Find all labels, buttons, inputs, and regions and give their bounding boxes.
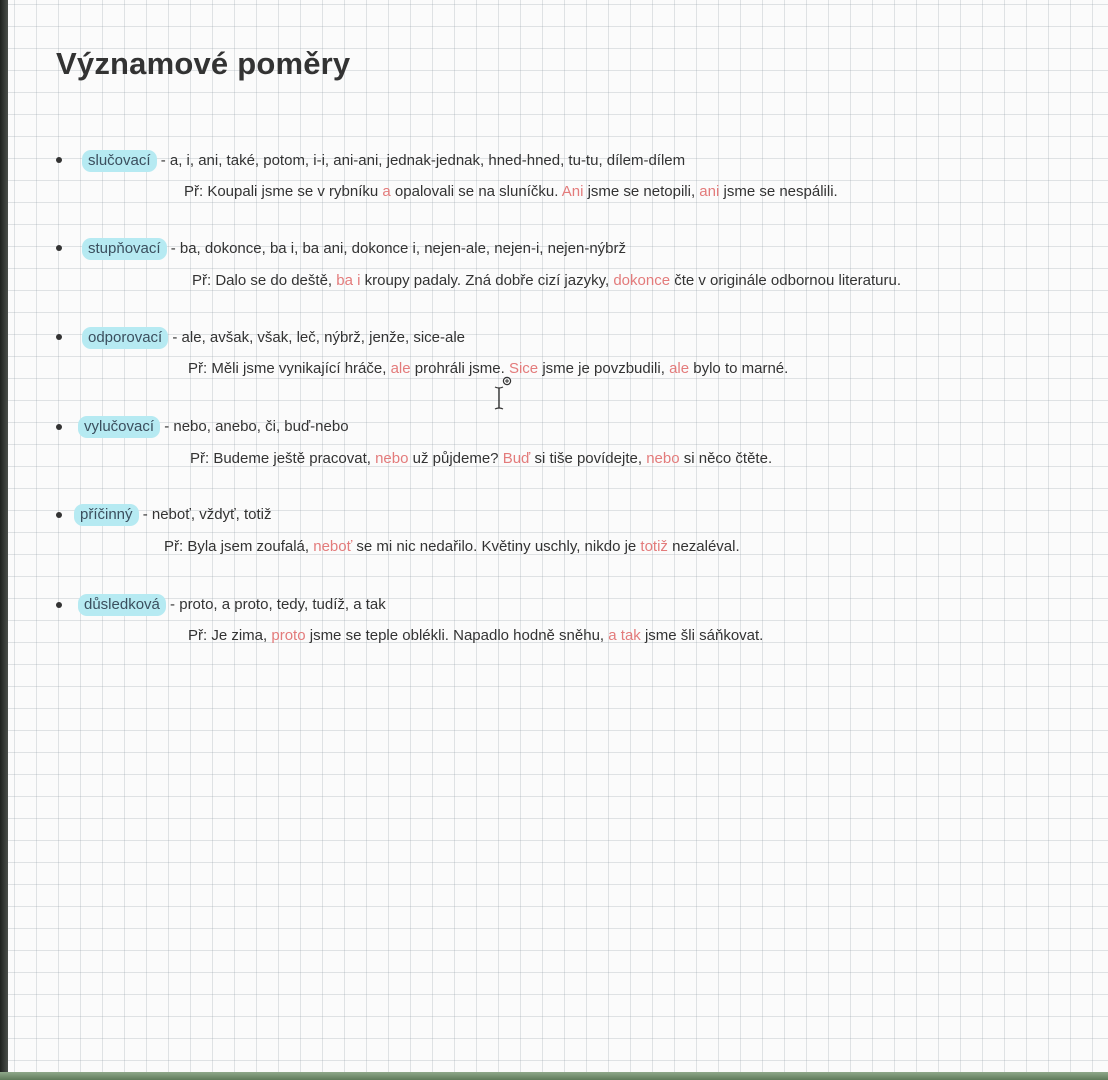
term-label: stupňovací: [82, 238, 167, 260]
conjunction-list: - a, i, ani, také, potom, i-i, ani-ani, jednak-jednak, hned-hned, tu-tu, dílem-dílem: [156, 152, 686, 169]
highlighted-conjunction: ale: [390, 360, 411, 377]
bullet-icon: [56, 245, 62, 251]
highlighted-conjunction: a tak: [608, 627, 641, 644]
example-text: jsme šli sáňkovat.: [640, 627, 764, 644]
highlighted-conjunction: nebo: [375, 450, 409, 467]
example-text: Př: Koupali jsme se v rybníku: [184, 183, 383, 200]
page-title: Významové poměry: [56, 46, 351, 81]
highlighted-conjunction: nebo: [646, 450, 680, 467]
example-text: Př: Měli jsme vynikající hráče,: [188, 360, 391, 377]
term-label: slučovací: [82, 150, 157, 172]
conjunction-list: - neboť, vždyť, totiž: [138, 506, 272, 523]
conjunction-list: - proto, a proto, tedy, tudíž, a tak: [165, 596, 386, 613]
highlighted-conjunction: dokonce: [613, 272, 671, 289]
definition-line: [82, 329, 465, 346]
highlighted-conjunction: ale: [669, 360, 690, 377]
example-text: prohráli jsme.: [410, 360, 509, 377]
example-sentence: [188, 360, 788, 377]
highlighted-conjunction: neboť: [313, 538, 353, 555]
bullet-icon: [56, 157, 62, 163]
example-text: bylo to marné.: [689, 360, 789, 377]
definition-line: [82, 240, 626, 257]
screen-left-edge: [0, 0, 8, 1080]
example-sentence: [192, 272, 901, 289]
definition-line: [78, 596, 386, 613]
example-text: jsme se netopili,: [583, 183, 700, 200]
definition-line: [74, 506, 272, 523]
highlighted-conjunction: totiž: [640, 538, 668, 555]
example-sentence: [188, 627, 763, 644]
example-text: si něco čtěte.: [679, 450, 773, 467]
term-label: příčinný: [74, 504, 139, 526]
bullet-icon: [56, 334, 62, 340]
highlighted-conjunction: ani: [699, 183, 720, 200]
example-text: Př: Dalo se do deště,: [192, 272, 337, 289]
example-text: jsme se nespálili.: [719, 183, 838, 200]
highlighted-conjunction: proto: [271, 627, 306, 644]
highlighted-conjunction: ba i: [336, 272, 361, 289]
conjunction-list: - ale, avšak, však, leč, nýbrž, jenže, sice-ale: [168, 329, 466, 346]
example-text: opalovali se na sluníčku.: [390, 183, 562, 200]
highlighted-conjunction: Ani: [561, 183, 584, 200]
example-text: Př: Byla jsem zoufalá,: [164, 538, 314, 555]
notes-page: [8, 0, 1108, 1072]
definition-line: [82, 152, 685, 169]
conjunction-list: - nebo, anebo, či, buď-nebo: [160, 418, 349, 435]
highlighted-conjunction: Sice: [508, 360, 539, 377]
example-text: si tiše povídejte,: [530, 450, 647, 467]
highlighted-conjunction: Buď: [502, 450, 531, 467]
bullet-icon: [56, 424, 62, 430]
highlighted-conjunction: a: [382, 183, 391, 200]
example-text: se mi nic nedařilo. Květiny uschly, nikdo je: [352, 538, 641, 555]
text-cursor-icon: [493, 376, 513, 412]
conjunction-list: - ba, dokonce, ba i, ba ani, dokonce i, nejen-ale, nejen-i, nejen-nýbrž: [166, 240, 627, 257]
example-text: Př: Je zima,: [188, 627, 272, 644]
example-sentence: [184, 183, 838, 200]
definition-line: [78, 418, 349, 435]
example-text: čte v originále odbornou literaturu.: [670, 272, 902, 289]
bullet-icon: [56, 512, 62, 518]
example-text: jsme je povzbudili,: [538, 360, 670, 377]
example-text: Př: Budeme ještě pracovat,: [190, 450, 376, 467]
example-sentence: [190, 450, 772, 467]
example-text: jsme se teple oblékli. Napadlo hodně sněhu,: [305, 627, 609, 644]
term-label: odporovací: [82, 327, 168, 349]
example-text: nezaléval.: [667, 538, 740, 555]
term-label: vylučovací: [78, 416, 160, 438]
example-text: kroupy padaly. Zná dobře cizí jazyky,: [360, 272, 614, 289]
example-sentence: [164, 538, 740, 555]
screen-bottom-edge: [0, 1072, 1108, 1080]
term-label: důsledková: [78, 594, 166, 616]
example-text: už půjdeme?: [408, 450, 503, 467]
bullet-icon: [56, 602, 62, 608]
